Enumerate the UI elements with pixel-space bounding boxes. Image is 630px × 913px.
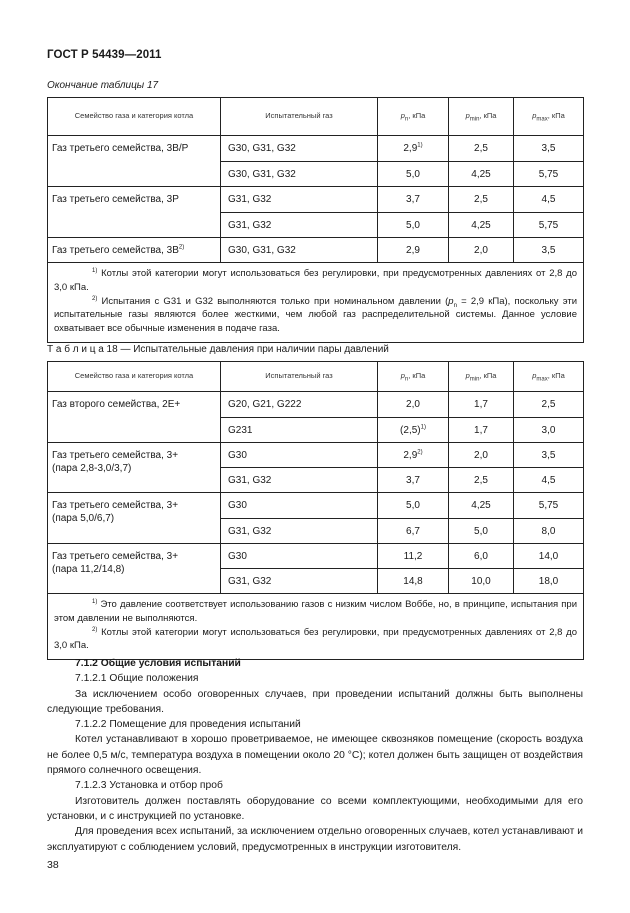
table-row	[48, 238, 584, 263]
gas-cell: G20, G21, G222	[221, 392, 378, 418]
pn-cell: 3,7	[378, 468, 449, 493]
pmax-cell: 5,75	[514, 162, 584, 187]
gas-cell: G30, G31, G32	[221, 238, 378, 263]
family-cell: Газ третьего семейства, $3В^{2)}$	[48, 238, 221, 263]
table17-caption: Окончание таблицы 17	[47, 80, 159, 91]
table-row	[48, 544, 584, 569]
table18-notes-row	[48, 594, 584, 660]
gas-cell: G30	[221, 544, 378, 569]
pmin-cell: 2,0	[449, 238, 514, 263]
header-pmax: $p_{max}$, кПа	[514, 362, 584, 392]
table-row	[48, 493, 584, 519]
header-gas: Испытательный газ	[221, 98, 378, 136]
paragraph: Изготовитель должен поставлять оборудование со всеми комплектующими, необходимыми для его установки, и с инструкцией по установке.	[47, 795, 583, 822]
pn-cell: 2,9	[378, 238, 449, 263]
pmin-cell: 10,0	[449, 569, 514, 594]
pn-cell: 2,9$^{1)}$	[378, 136, 449, 162]
table17-note-1: $^{1)}$ Котлы этой категории могут использоваться без регулировки, при предусмотренных давлениях от 2,8 до 3,0 кПа.	[54, 267, 577, 293]
pmax-cell: 3,5	[514, 443, 584, 468]
header-pn: $p_n$, кПа	[378, 98, 449, 136]
family-cell: Газ третьего семейства, 3+ (пара 2,8-3,0/3,7)	[48, 443, 221, 493]
family-cell: Газ третьего семейства, 3В/Р	[48, 136, 221, 187]
paragraph: Для проведения всех испытаний, за исключением отдельно оговоренных случаев, котел устанавливают и эксплуатируют с соблюдением условий, предусмотренных в инструкции изготовителя.	[47, 826, 583, 853]
page-number: 38	[47, 859, 59, 871]
header-pmin: $p_{min}$, кПа	[449, 362, 514, 392]
family-cell: Газ третьего семейства, 3Р	[48, 187, 221, 238]
subsection-heading-7-1-2-3: 7.1.2.3 Установка и отбор проб	[75, 780, 223, 792]
pn-cell: $(2,5)^{1)}$	[378, 418, 449, 443]
pmax-cell: 5,75	[514, 493, 584, 519]
pn-cell: 5,0	[378, 213, 449, 238]
pmin-cell: 4,25	[449, 162, 514, 187]
section-heading-7-1-2: 7.1.2 Общие условия испытаний	[75, 658, 241, 669]
table17-note-2: $^{2)}$ Испытания с G31 и G32 выполняются только при номинальном давлении ($p_n = 2,9$ кПа), поскольку эти испытательные газы являются более жесткими, чем любой газ распределительной системы. Данное условие охватывает все обычные изменения в подаче газа.	[54, 295, 577, 335]
table-17	[47, 97, 584, 343]
paragraph: Котел устанавливают в хорошо проветриваемое, не имеющее сквозняков помещение (скорость воздуха не более 0,5 м/с, температура воздуха в помещении около 20 °С); котел должен быть защищен от воздействия прямого солнечного освещения.	[47, 734, 583, 777]
pn-cell: 2,9$^{2)}$	[378, 443, 449, 468]
pmax-cell: 4,5	[514, 468, 584, 493]
pmax-cell: 18,0	[514, 569, 584, 594]
pn-cell: 14,8	[378, 569, 449, 594]
pmin-cell: 4,25	[449, 493, 514, 519]
pmin-cell: 4,25	[449, 213, 514, 238]
pn-cell: 2,0	[378, 392, 449, 418]
family-cell: Газ третьего семейства, 3+ (пара 5,0/6,7)	[48, 493, 221, 544]
pmax-cell: 4,5	[514, 187, 584, 213]
gas-cell: G31, G32	[221, 519, 378, 544]
pmin-cell: 5,0	[449, 519, 514, 544]
header-pn: $p_n$, кПа	[378, 362, 449, 392]
table-row	[48, 187, 584, 213]
gas-cell: G30	[221, 493, 378, 519]
table-row	[48, 392, 584, 418]
gas-cell: G30, G31, G32	[221, 136, 378, 162]
table18-note-1: $^{1)}$ Это давление соответствует использованию газов с низким числом Воббе, но, в принципе, испытания при этом давлении не выполняются.	[54, 598, 577, 624]
gas-cell: G30	[221, 443, 378, 468]
pmax-cell: 14,0	[514, 544, 584, 569]
pmin-cell: 2,0	[449, 443, 514, 468]
pmin-cell: 2,5	[449, 187, 514, 213]
pmax-cell: 8,0	[514, 519, 584, 544]
table18-header-row	[48, 362, 584, 392]
body-text	[47, 656, 583, 855]
gas-cell: G31, G32	[221, 569, 378, 594]
header-pmax: $p_{max}$, кПа	[514, 98, 584, 136]
paragraph: За исключением особо оговоренных случаев, при проведении испытаний должны быть выполнены следующие требования.	[47, 688, 583, 715]
header-gas: Испытательный газ	[221, 362, 378, 392]
gas-cell: G30, G31, G32	[221, 162, 378, 187]
table-row	[48, 443, 584, 468]
pmin-cell: 6,0	[449, 544, 514, 569]
pmax-cell: 3,5	[514, 136, 584, 162]
pn-cell: 5,0	[378, 493, 449, 519]
pmin-cell: 2,5	[449, 468, 514, 493]
table-row	[48, 136, 584, 162]
table18-notes	[48, 594, 584, 660]
gas-cell: G231	[221, 418, 378, 443]
pn-cell: 6,7	[378, 519, 449, 544]
family-cell: Газ второго семейства, 2Е+	[48, 392, 221, 443]
subsection-heading-7-1-2-2: 7.1.2.2 Помещение для проведения испытаний	[75, 719, 301, 731]
document-header: ГОСТ Р 54439—2011	[47, 49, 162, 61]
pmax-cell: 5,75	[514, 213, 584, 238]
pn-cell: 5,0	[378, 162, 449, 187]
table18-note-2: $^{2)}$ Котлы этой категории могут использоваться без регулировки, при предусмотренных давлениях от 2,8 до 3,0 кПа.	[54, 626, 577, 652]
table17-header-row	[48, 98, 584, 136]
table17-notes-row	[48, 263, 584, 343]
pmax-cell: 3,5	[514, 238, 584, 263]
header-pmin: $p_{min}$, кПа	[449, 98, 514, 136]
table18-caption: Т а б л и ц а 18 — Испытательные давления при наличии пары давлений	[47, 344, 389, 355]
pmax-cell: 3,0	[514, 418, 584, 443]
pn-cell: 3,7	[378, 187, 449, 213]
gas-cell: G31, G32	[221, 468, 378, 493]
table-18	[47, 361, 584, 660]
pmin-cell: 1,7	[449, 418, 514, 443]
pmin-cell: 2,5	[449, 136, 514, 162]
pmin-cell: 1,7	[449, 392, 514, 418]
family-cell: Газ третьего семейства, 3+ (пара 11,2/14,8)	[48, 544, 221, 594]
gas-cell: G31, G32	[221, 187, 378, 213]
gas-cell: G31, G32	[221, 213, 378, 238]
pn-cell: 11,2	[378, 544, 449, 569]
table17-notes	[48, 263, 584, 343]
header-family: Семейство газа и категория котла	[48, 98, 221, 136]
pmax-cell: 2,5	[514, 392, 584, 418]
header-family: Семейство газа и категория котла	[48, 362, 221, 392]
subsection-heading-7-1-2-1: 7.1.2.1 Общие положения	[75, 673, 199, 685]
